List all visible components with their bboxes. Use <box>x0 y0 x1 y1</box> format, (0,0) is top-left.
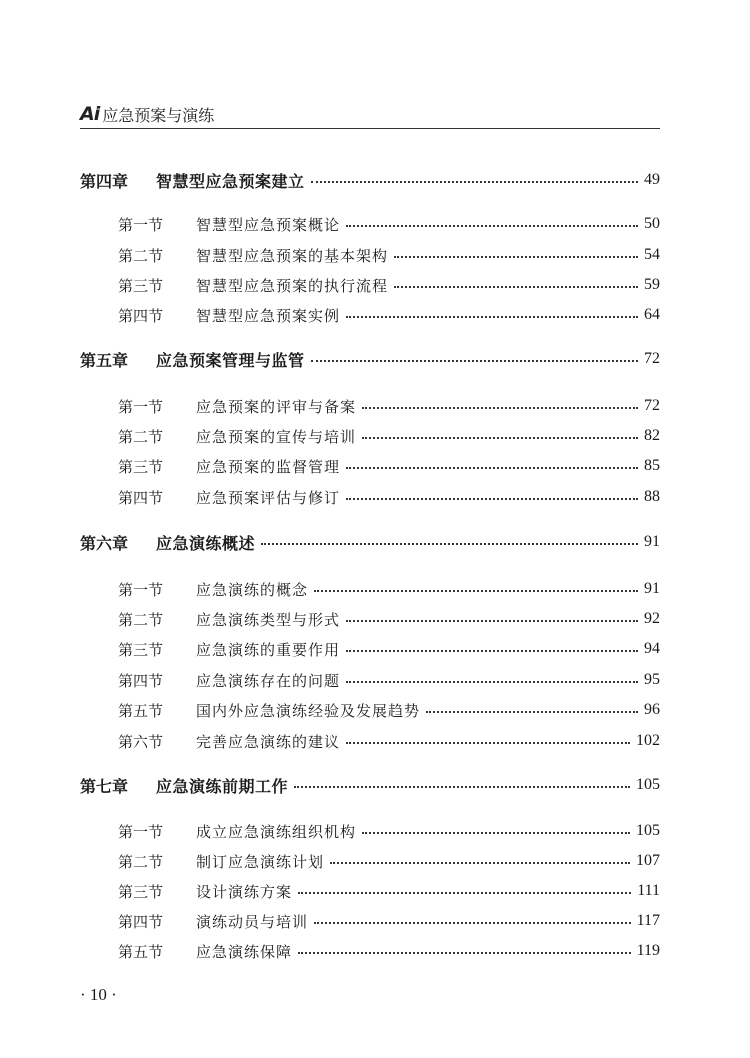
dot-leader <box>311 360 638 362</box>
section-number: 第三节 <box>118 640 164 659</box>
folio-page-number: · 10 · <box>80 985 117 1004</box>
page-number: 94 <box>644 640 660 657</box>
book-title: 应急预案与演练 <box>102 105 215 125</box>
toc-section[interactable] <box>80 393 660 419</box>
section-title: 成立应急演练组织机构 <box>196 822 357 841</box>
chapter-title: 智慧型应急预案建立 <box>156 171 305 191</box>
page-number: 72 <box>644 397 660 414</box>
toc-section[interactable] <box>80 908 660 934</box>
page-number: 50 <box>644 215 660 232</box>
toc-section[interactable] <box>80 272 660 298</box>
dot-leader <box>362 437 638 439</box>
section-number: 第二节 <box>118 610 164 629</box>
chapter-title: 应急预案管理与监管 <box>156 350 305 370</box>
toc-section[interactable] <box>80 242 660 268</box>
toc-section[interactable] <box>80 606 660 632</box>
toc-section[interactable] <box>80 848 660 874</box>
page-number: 105 <box>636 822 660 839</box>
chapter-number: 第五章 <box>80 350 129 370</box>
section-title: 应急演练的重要作用 <box>196 640 341 659</box>
section-title: 应急预案评估与修订 <box>196 488 341 507</box>
page-number: 92 <box>644 610 660 627</box>
page-number: 119 <box>636 942 660 959</box>
toc-chapter-5[interactable] <box>80 346 660 372</box>
dot-leader <box>346 467 638 469</box>
section-title: 完善应急演练的建议 <box>196 732 341 751</box>
dot-leader <box>362 832 630 834</box>
toc-section[interactable] <box>80 484 660 510</box>
section-number: 第三节 <box>118 276 164 295</box>
section-title: 应急预案的监督管理 <box>196 457 341 476</box>
toc-section[interactable] <box>80 453 660 479</box>
section-number: 第六节 <box>118 732 164 751</box>
section-number: 第一节 <box>118 822 164 841</box>
section-title: 应急演练保障 <box>196 942 293 961</box>
section-number: 第五节 <box>118 942 164 961</box>
section-number: 第四节 <box>118 306 164 325</box>
toc-section[interactable] <box>80 423 660 449</box>
dot-leader <box>346 650 638 652</box>
toc-section[interactable] <box>80 878 660 904</box>
page-number: 95 <box>644 671 660 688</box>
chapter-number: 第四章 <box>80 171 129 191</box>
page-number: 85 <box>644 457 660 474</box>
dot-leader <box>346 498 638 500</box>
section-title: 智慧型应急预案实例 <box>196 306 341 325</box>
section-number: 第二节 <box>118 852 164 871</box>
toc-chapter-7[interactable] <box>80 772 660 798</box>
section-title: 智慧型应急预案概论 <box>196 215 341 234</box>
page-number: 91 <box>644 533 660 550</box>
page-number: 111 <box>637 882 660 899</box>
page-number: 88 <box>644 488 660 505</box>
toc-section[interactable] <box>80 211 660 237</box>
section-number: 第四节 <box>118 912 164 931</box>
dot-leader <box>261 543 638 545</box>
toc-section[interactable] <box>80 636 660 662</box>
page-number: 59 <box>644 276 660 293</box>
dot-leader <box>314 922 631 924</box>
toc-section[interactable] <box>80 697 660 723</box>
section-number: 第一节 <box>118 580 164 599</box>
section-number: 第一节 <box>118 215 164 234</box>
section-title: 应急演练存在的问题 <box>196 671 341 690</box>
chapter-number: 第七章 <box>80 776 129 796</box>
section-number: 第二节 <box>118 246 164 265</box>
page-number: 54 <box>644 246 660 263</box>
section-title: 设计演练方案 <box>196 882 293 901</box>
section-title: 应急演练类型与形式 <box>196 610 341 629</box>
toc-section[interactable] <box>80 667 660 693</box>
page-number: 96 <box>644 701 660 718</box>
chapter-title: 应急演练概述 <box>156 533 256 553</box>
dot-leader <box>311 181 638 183</box>
dot-leader <box>294 786 630 788</box>
chapter-title: 应急演练前期工作 <box>156 776 289 796</box>
section-number: 第四节 <box>118 671 164 690</box>
dot-leader <box>330 862 630 864</box>
toc-chapter-4[interactable] <box>80 167 660 193</box>
page-number: 64 <box>644 306 660 323</box>
dot-leader <box>314 590 638 592</box>
toc-section[interactable] <box>80 576 660 602</box>
section-title: 国内外应急演练经验及发展趋势 <box>196 701 421 720</box>
section-title: 应急演练的概念 <box>196 580 309 599</box>
section-number: 第三节 <box>118 457 164 476</box>
page-number: 117 <box>636 912 660 929</box>
section-number: 第一节 <box>118 397 164 416</box>
section-number: 第三节 <box>118 882 164 901</box>
dot-leader <box>346 681 638 683</box>
page-number: 105 <box>636 776 660 793</box>
section-title: 演练动员与培训 <box>196 912 309 931</box>
chapter-number: 第六章 <box>80 533 129 553</box>
page-number: 82 <box>644 427 660 444</box>
dot-leader <box>346 620 638 622</box>
section-title: 应急预案的评审与备案 <box>196 397 357 416</box>
toc-section[interactable] <box>80 818 660 844</box>
section-number: 第四节 <box>118 488 164 507</box>
section-title: 智慧型应急预案的基本架构 <box>196 246 389 265</box>
section-title: 制订应急演练计划 <box>196 852 325 871</box>
dot-leader <box>346 316 638 318</box>
toc-section[interactable] <box>80 728 660 754</box>
toc-section[interactable] <box>80 938 660 964</box>
page-number: 102 <box>636 732 660 749</box>
page-number: 107 <box>636 852 660 869</box>
dot-leader <box>298 952 631 954</box>
section-number: 第二节 <box>118 427 164 446</box>
section-title: 应急预案的宣传与培训 <box>196 427 357 446</box>
dot-leader <box>426 711 638 713</box>
page-number: 91 <box>644 580 660 597</box>
book-logo-icon: Ai <box>80 103 100 125</box>
dot-leader <box>346 742 630 744</box>
running-header <box>80 100 660 129</box>
section-number: 第五节 <box>118 701 164 720</box>
dot-leader <box>394 256 638 258</box>
dot-leader <box>298 892 631 894</box>
toc-section[interactable] <box>80 302 660 328</box>
toc-chapter-6[interactable] <box>80 529 660 555</box>
page-number: 72 <box>644 350 660 367</box>
page-number: 49 <box>644 171 660 188</box>
section-title: 智慧型应急预案的执行流程 <box>196 276 389 295</box>
dot-leader <box>346 225 638 227</box>
dot-leader <box>362 407 638 409</box>
dot-leader <box>394 286 638 288</box>
